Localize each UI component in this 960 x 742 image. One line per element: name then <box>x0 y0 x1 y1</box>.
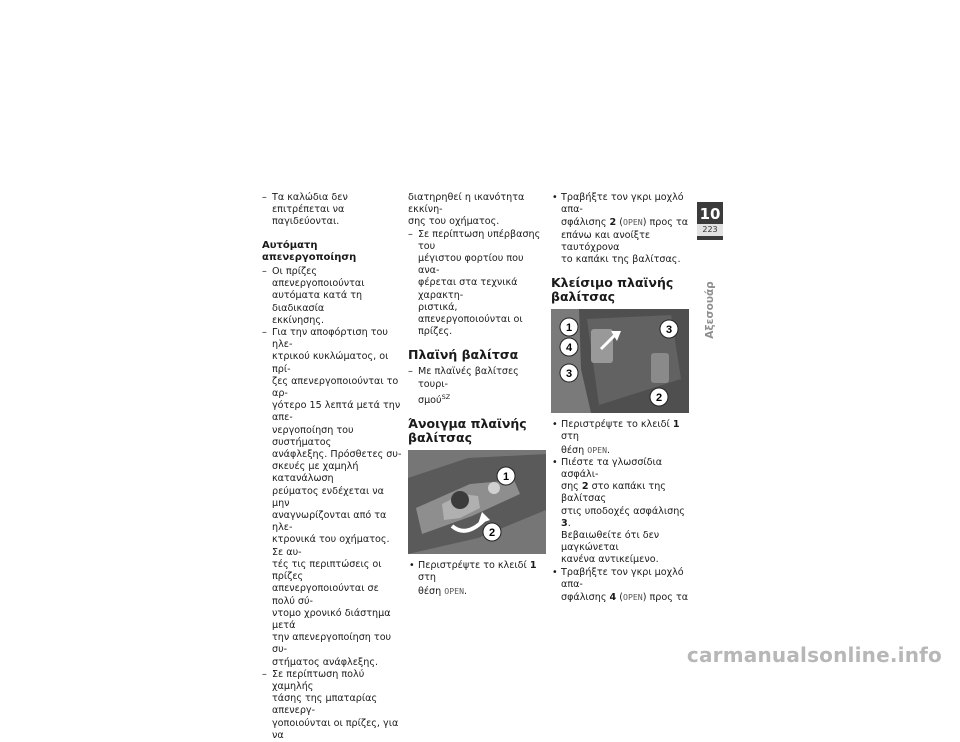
text-span: Περιστρέψτε το κλειδί <box>418 560 527 572</box>
open-case-heading <box>408 417 548 445</box>
watermark: carmanualsonline.info <box>686 643 942 667</box>
text-span: . <box>567 517 571 529</box>
text-line: βαλίτσας <box>551 289 616 305</box>
text-line: αναγνωρίζονται από τα ηλε- <box>272 510 387 534</box>
close-case-heading <box>551 276 691 304</box>
text-span: το καπάκι της βαλίτσας. <box>561 254 681 266</box>
ref-number: 3 <box>561 517 568 529</box>
text-span: στη <box>561 431 579 443</box>
text-span: επάνω και ανοίξτε ταυτόχρονα <box>561 229 651 253</box>
text-span: ) προς τα <box>642 592 689 604</box>
text-span: σης <box>561 481 579 493</box>
chapter-tab <box>697 202 723 240</box>
continued-text <box>408 192 548 229</box>
callout-1 <box>560 318 578 336</box>
page-number: 223 <box>697 224 723 236</box>
auto-off-item-1 <box>262 266 402 327</box>
text-span: στις υποδοχές ασφάλισης <box>561 505 685 517</box>
text-line: κτρονικά του οχήματος. Σε αυ- <box>272 534 390 558</box>
text-line: στήματος ανάφλεξης. <box>272 656 378 668</box>
open-position-code: OPEN <box>623 217 643 228</box>
text-line: ζες απενεργοποιούνται το αρ- <box>272 375 399 400</box>
text-span: ( <box>619 217 624 229</box>
chapter-label: Αξεσουάρ <box>704 281 716 339</box>
auto-off-heading: Αυτόματη απενεργοποίηση <box>262 239 357 263</box>
text-line: Κλείσιμο πλαϊνής <box>551 275 674 291</box>
lock-cylinder-icon <box>451 491 469 509</box>
callout-4 <box>560 338 578 356</box>
callout-3-bottom <box>560 364 578 382</box>
close-step-2 <box>551 457 691 567</box>
text-line: φέρεται στα τεχνικά χαρακτη- <box>418 277 518 301</box>
text-line: τές τις περιπτώσεις οι πρίζες <box>272 558 382 583</box>
text-span: . <box>464 585 468 597</box>
ref-number: 1 <box>529 560 537 572</box>
ref-number: 1 <box>672 419 680 431</box>
text-span: Πιέστε τα γλωσσίδια ασφάλι- <box>561 456 663 481</box>
text-span: Περιστρέψτε το κλειδί <box>561 419 670 431</box>
text-line: ντομο χρονικό διάστημα μετά <box>272 607 391 631</box>
callout-number: 3 <box>565 368 573 381</box>
text-line: σμού <box>418 395 442 407</box>
text-line: αυτόματα κατά τη διαδικασία <box>272 290 363 314</box>
text-line: ριστικά, απενεργοποιούνται οι <box>418 301 523 326</box>
latch-shape <box>651 353 669 383</box>
open-position-code: OPEN <box>623 592 643 603</box>
text-line: Σε περίπτωση πολύ χαμηλής <box>272 668 365 692</box>
text-line: βαλίτσας <box>408 430 473 446</box>
sz-option-code: SZ <box>441 392 451 401</box>
close-step-1 <box>551 419 691 457</box>
text-span: ) προς τα <box>642 217 689 229</box>
open-position-code: OPEN <box>587 444 607 455</box>
callout-3-top <box>660 320 678 338</box>
text-line: γοποιούνται οι πρίζες, για να <box>272 717 399 741</box>
open-step-1 <box>408 560 548 598</box>
side-case-item <box>408 366 548 407</box>
auto-off-item-2 <box>262 327 402 669</box>
text-line: εκκίνησης. <box>272 314 325 326</box>
callout-2 <box>483 523 501 541</box>
text-line: διατηρηθεί η ικανότητα εκκίνη- <box>408 192 525 216</box>
text-line: Σε περίπτωση υπέρβασης του <box>418 228 541 252</box>
text-line: κτρικού κυκλώματος, οι πρί- <box>272 351 389 375</box>
close-step-3 <box>551 567 691 605</box>
text-line: νεργοποίηση του συστήματος <box>272 424 354 448</box>
text-span: σφάλισης <box>561 217 607 229</box>
text-line: γότερο 15 λεπτά μετά την απε- <box>272 400 401 424</box>
callout-number: 1 <box>565 322 573 335</box>
text-span: ( <box>619 592 624 604</box>
text-line: Με πλαϊνές βαλίτσες τουρι- <box>418 366 519 390</box>
open-position-code: OPEN <box>444 585 464 596</box>
text-line: τάσης της μπαταρίας απενεργ- <box>272 693 378 717</box>
text-span: Τραβήξτε τον γκρι μοχλό απα- <box>561 192 684 216</box>
open-step-2 <box>551 192 691 266</box>
key-slot-icon <box>488 482 500 494</box>
text-line: σκευές με χαμηλή κατανάλωση <box>272 461 359 485</box>
auto-off-item-3 <box>262 669 402 742</box>
callout-2 <box>650 388 668 406</box>
text-line: Τα καλώδια δεν επιτρέπεται να <box>272 192 348 216</box>
callout-number: 1 <box>502 471 510 484</box>
open-case-photo <box>408 450 546 554</box>
overload-item <box>408 229 548 339</box>
column-2 <box>408 192 548 598</box>
text-span: σφάλισης <box>561 592 607 604</box>
text-line: παγιδεύονται. <box>272 216 340 228</box>
ref-number: 2 <box>581 481 589 493</box>
text-span: κανένα αντικείμενο. <box>561 554 659 566</box>
text-line: σης του οχήματος. <box>408 216 500 228</box>
text-line: την απενεργοποίηση του συ- <box>272 632 392 656</box>
chapter-number: 10 <box>699 205 721 223</box>
text-span: . <box>607 444 611 456</box>
text-span: Τραβήξτε τον γκρι μοχλό απα- <box>561 566 684 590</box>
callout-number: 2 <box>655 392 663 405</box>
text-line: Οι πρίζες απενεργοποιούνται <box>272 266 365 290</box>
text-span: στο καπάκι της βαλίτσας <box>561 481 666 505</box>
text-line: ρεύματος ενδέχεται να μην <box>272 485 384 509</box>
text-line: μέγιστου φορτίου που ανα- <box>418 253 524 277</box>
column-3 <box>551 192 691 604</box>
callout-number: 3 <box>665 324 673 337</box>
callout-number: 2 <box>488 527 496 540</box>
callout-1 <box>497 467 515 485</box>
side-case-heading: Πλαϊνή βαλίτσα <box>408 347 519 363</box>
text-line: πρίζες. <box>418 326 453 338</box>
text-span: θέση <box>561 444 585 456</box>
column-1 <box>262 192 402 742</box>
ref-number: 2 <box>609 217 617 229</box>
text-line: ανάφλεξης. Πρόσθετες συ- <box>272 449 402 461</box>
text-line: απενεργοποιούνται σε πολύ σύ- <box>272 583 379 607</box>
text-span: Βεβαιωθείτε ότι δεν μαγκώνεται <box>561 530 660 554</box>
callout-number: 4 <box>565 342 573 355</box>
cable-note <box>262 192 402 229</box>
text-line: Για την αποφόρτιση του ηλε- <box>272 327 388 351</box>
ref-number: 4 <box>609 592 617 604</box>
text-line: Άνοιγμα πλαϊνής <box>408 416 527 432</box>
text-span: στη <box>418 572 436 584</box>
text-span: θέση <box>418 585 442 597</box>
close-case-photo <box>551 309 689 413</box>
